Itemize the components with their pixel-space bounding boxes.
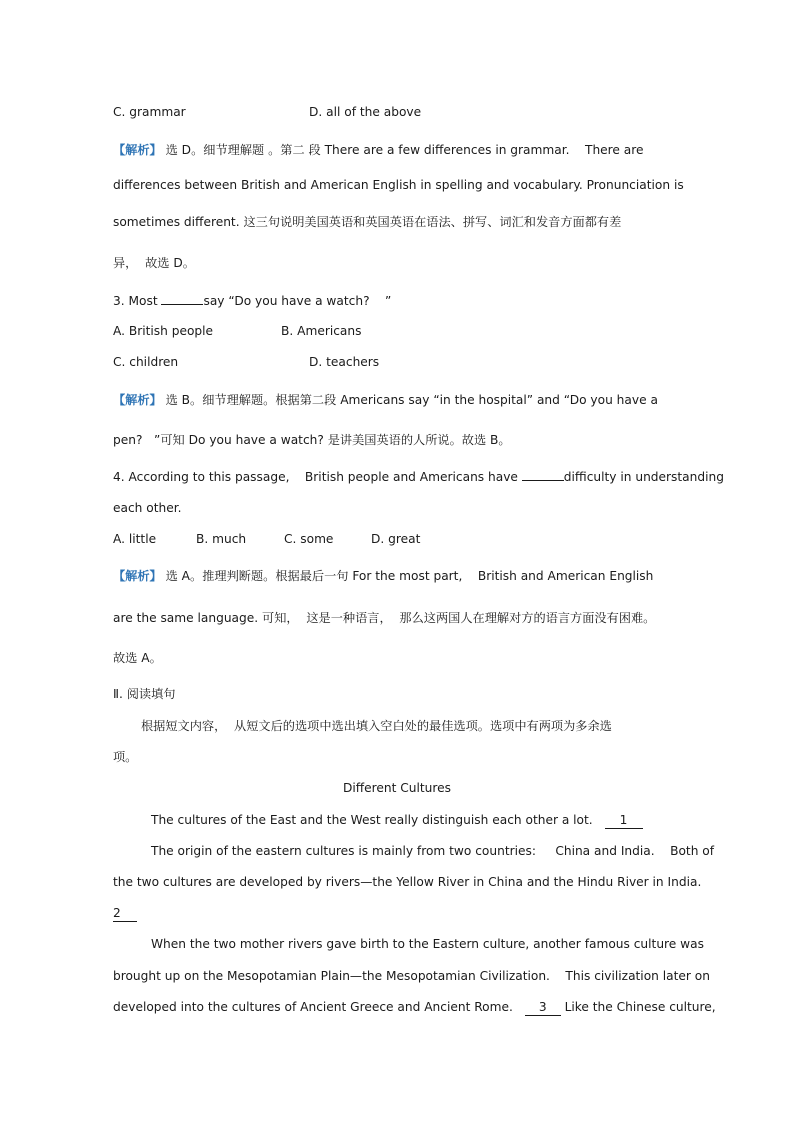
gap-blank-1: 1 bbox=[605, 812, 643, 829]
passage-paragraph-2-line-2: the two cultures are developed by rivers—the Yellow River in China and the Hindu River in India. bbox=[113, 875, 702, 889]
passage-paragraph-3-line-2: brought up on the Mesopotamian Plain—the Mesopotamian Civilization. This civilization later on bbox=[113, 969, 710, 983]
passage-paragraph-1 bbox=[151, 812, 643, 829]
analysis-3-line-1 bbox=[113, 392, 658, 408]
analysis-quote: are the same language. bbox=[113, 611, 259, 625]
analysis-quote: There are a few differences in grammar. There are bbox=[324, 143, 644, 157]
gap-blank-3: 3 bbox=[525, 999, 561, 1016]
option-c: C. grammar bbox=[113, 105, 186, 119]
option-d: D. teachers bbox=[309, 355, 380, 369]
question-text: say “Do you have a watch? ” bbox=[203, 294, 392, 308]
analysis-quote: Do you have a watch? bbox=[188, 433, 324, 447]
section-instruction-continued: 项。 bbox=[113, 750, 138, 764]
option-d: D. great bbox=[371, 532, 421, 546]
option-b: B. Americans bbox=[281, 324, 362, 338]
option-a: A. little bbox=[113, 532, 157, 546]
passage-text: developed into the cultures of Ancient Greece and Ancient Rome. bbox=[113, 1000, 513, 1014]
answer-blank bbox=[522, 468, 564, 481]
section-instruction: 根据短文内容， 从短文后的选项中选出填入空白处的最佳选项。选项中有两项为多余选 bbox=[141, 719, 612, 733]
analysis-tag: 【解析】 bbox=[113, 393, 162, 407]
passage-text: The cultures of the East and the West really distinguish each other a lot. bbox=[151, 813, 593, 827]
analysis-quote: For the most part, British and American English bbox=[352, 569, 654, 583]
analysis-text: pen? ”可知 bbox=[113, 433, 185, 447]
analysis-3-line-2 bbox=[113, 432, 511, 448]
question-text: difficulty in understanding bbox=[563, 470, 724, 484]
question-4-stem-continued: each other. bbox=[113, 501, 182, 515]
passage-text: Like the Chinese culture, bbox=[564, 1000, 716, 1014]
gap-blank-2: 2 bbox=[113, 905, 137, 922]
option-a: A. British people bbox=[113, 324, 214, 338]
passage-paragraph-3-line-1: When the two mother rivers gave birth to the Eastern culture, another famous culture was bbox=[151, 937, 704, 951]
option-c: C. children bbox=[113, 355, 179, 369]
analysis-text: 选 B。细节理解题。根据第二段 bbox=[165, 393, 337, 407]
passage-paragraph-2-line-3 bbox=[113, 905, 137, 922]
analysis-2-line-4: 异， 故选 D。 bbox=[113, 256, 195, 270]
analysis-2-line-3 bbox=[113, 214, 621, 230]
analysis-tag: 【解析】 bbox=[113, 569, 162, 583]
analysis-tag: 【解析】 bbox=[113, 143, 162, 157]
analysis-text: 是讲美国英语的人所说。故选 B。 bbox=[327, 433, 511, 447]
analysis-quote: Americans say “in the hospital” and “Do you have a bbox=[340, 393, 658, 407]
question-text: 3. Most bbox=[113, 294, 158, 308]
option-b: B. much bbox=[196, 532, 247, 546]
option-c: C. some bbox=[284, 532, 334, 546]
question-text: 4. According to this passage, British people and Americans have bbox=[113, 470, 518, 484]
analysis-2-line-2: differences between British and American English in spelling and vocabulary. Pronunciation is bbox=[113, 178, 684, 192]
analysis-quote: sometimes different. bbox=[113, 215, 240, 229]
passage-paragraph-2-line-1: The origin of the eastern cultures is mainly from two countries: China and India. Both of bbox=[151, 844, 715, 858]
passage-paragraph-3-line-3 bbox=[113, 999, 716, 1016]
option-d: D. all of the above bbox=[309, 105, 422, 119]
analysis-text: 选 A。推理判断题。根据最后一句 bbox=[165, 569, 349, 583]
answer-blank bbox=[161, 292, 203, 305]
question-4-stem bbox=[113, 468, 724, 485]
analysis-text: 可知， 这是一种语言， 那么这两国人在理解对方的语言方面没有困难。 bbox=[262, 611, 656, 625]
analysis-4-line-3: 故选 A。 bbox=[113, 651, 162, 665]
analysis-text: 选 D。细节理解题 。第二 段 bbox=[165, 143, 321, 157]
analysis-4-line-1 bbox=[113, 568, 653, 584]
passage-title: Different Cultures bbox=[343, 781, 451, 795]
question-3-stem bbox=[113, 292, 391, 309]
section-heading: Ⅱ. 阅读填句 bbox=[113, 687, 176, 701]
analysis-text: 这三句说明美国英语和英国英语在语法、拼写、词汇和发音方面都有差 bbox=[243, 215, 622, 229]
analysis-2-line-1 bbox=[113, 142, 644, 158]
analysis-4-line-2 bbox=[113, 610, 655, 626]
